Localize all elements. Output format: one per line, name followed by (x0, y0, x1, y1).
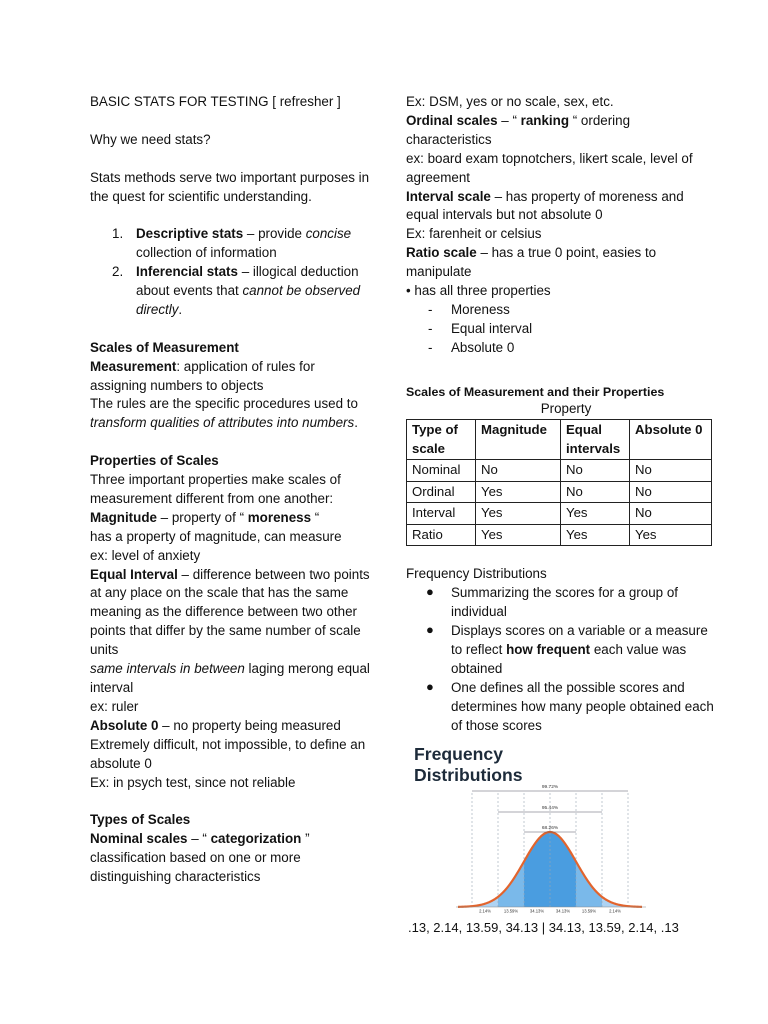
heading-text: Scales of Measurement (90, 339, 239, 355)
definition-text: – “ (497, 112, 521, 128)
list-number: 2. (112, 264, 124, 280)
ordinal-example: ex: board exam topnotchers, likert scale, level of agreement (406, 150, 693, 185)
term: Equal Interval (90, 566, 178, 582)
nominal-definition (90, 830, 375, 849)
list-item-text: Absolute 0 (451, 339, 515, 355)
emphasis: ranking (520, 112, 570, 128)
table-cell: Yes (561, 524, 630, 546)
magnitude-line: has a property of magnitude, can measure (90, 528, 342, 544)
types-heading (90, 811, 375, 830)
definition-text: – no property being measured (158, 717, 341, 733)
definition-text: – property of “ (156, 509, 248, 525)
bracket-label: 68.26% (541, 826, 559, 832)
equal-interval-note (90, 660, 375, 698)
why-question: Why we need stats? (90, 131, 211, 147)
equal-interval-example: ex: ruler (90, 698, 139, 714)
table-cell: No (630, 503, 712, 525)
term: Descriptive stats (136, 226, 244, 242)
ratio-bullet: • has all three properties (406, 283, 551, 299)
table-cell: Nominal (407, 460, 476, 482)
definition-text: – has property of moreness and equal intervals but not absolute 0 (406, 188, 684, 223)
bracket-label: 95.44% (541, 806, 559, 812)
nominal-example: Ex: DSM, yes or no scale, sex, etc. (406, 94, 614, 109)
bullet-text: Summarizing the scores for a group of individual (451, 585, 679, 620)
definition-text: – difference between two points at any place on the scale that has the same meaning as the difference between two other points that differ by the same number of scale units (90, 566, 370, 658)
definition-text: – “ (187, 831, 211, 847)
magnitude-definition (90, 509, 375, 528)
definition-text: ” (301, 831, 310, 847)
list-item: ● Summarizing the scores for a group of individual (426, 584, 679, 620)
definition-text: : application of rules for assigning numbers to objects (90, 358, 315, 393)
intro-paragraph: Stats methods serve two important purposes in the quest for scientific understanding. (90, 169, 370, 204)
emphasis: moreness (247, 509, 312, 525)
figure-caption: .13, 2.14, 13.59, 34.13 | 34.13, 13.59, 2.14, .13 (408, 920, 679, 936)
table-property-label: Property (540, 401, 592, 417)
definition-text: “ ordering characteristics (406, 112, 631, 147)
interval-definition (406, 188, 716, 226)
table-row (407, 481, 712, 503)
ratio-properties-list (406, 301, 716, 358)
table-cell: No (630, 460, 712, 482)
stats-purpose-list (90, 225, 375, 320)
table-cell: Ordinal (407, 481, 476, 503)
heading-text: Types of Scales (90, 812, 191, 828)
properties-intro: Three important properties make scales of measurement different from one another: (90, 472, 341, 506)
term: Ratio scale (406, 245, 477, 261)
definition-text: collection of information (136, 245, 277, 261)
heading-text: Properties of Scales (90, 453, 219, 469)
rules-paragraph (90, 395, 375, 433)
term: Measurement (90, 358, 177, 374)
segment-label: 34.13% (555, 908, 571, 914)
equal-interval-definition (90, 566, 375, 661)
column-header: Equal intervals (561, 420, 630, 460)
column-header: Magnitude (476, 420, 561, 460)
table-cell: Interval (407, 503, 476, 525)
table-cell: Yes (476, 524, 561, 546)
definition-text: – illogical deduction about events that (136, 264, 359, 299)
emphasis: categorization (210, 831, 302, 847)
rules-text: The rules are the specific procedures used to (90, 396, 358, 412)
segment-label: 34.13% (529, 908, 545, 914)
table-title: Scales of Measurement and their Properties (406, 384, 665, 399)
emphasis: same intervals in between (90, 661, 245, 677)
emphasis: cannot be observed directly (136, 283, 361, 317)
figure-title-line: Frequency (414, 744, 503, 765)
table-row (407, 524, 712, 546)
table-row (407, 460, 712, 482)
list-item (90, 263, 375, 320)
term: Nominal scales (90, 831, 188, 847)
table-cell: No (476, 460, 561, 482)
definition-text: – has a true 0 point, easies to manipulate (406, 245, 657, 280)
table-cell: Yes (476, 503, 561, 525)
absolute-zero-example: Ex: in psych test, since not reliable (90, 774, 296, 790)
bullet-text: Displays scores on a variable or a measure to reflect (451, 623, 708, 657)
segment-label: 2.14% (479, 908, 491, 914)
emphasis: transform qualities of attributes into numbers (90, 415, 355, 431)
list-item: ● One defines all the possible scores and determines how many people obtained each of those scores (426, 678, 714, 733)
figure-title-line: Distributions (414, 765, 523, 786)
properties-table (406, 419, 712, 546)
absolute-zero-definition (90, 717, 375, 736)
table-cell: Yes (561, 503, 630, 525)
interval-example: Ex: farenheit or celsius (406, 226, 542, 242)
bracket-label: 99.72% (541, 785, 559, 791)
list-item: - Moreness (428, 301, 510, 317)
segment-label: 13.59% (581, 908, 597, 914)
table-cell: No (630, 481, 712, 503)
bell-curve-graphic (406, 741, 676, 913)
bullet-text: One defines all the possible scores and determines how many people obtained each of those scores (451, 679, 714, 733)
definition-text: “ (311, 509, 320, 525)
term: Magnitude (90, 509, 157, 525)
left-column (90, 93, 375, 887)
segment-label: 2.14% (609, 908, 621, 914)
normal-distribution-figure (406, 741, 676, 913)
definition-text: . (178, 301, 183, 317)
ordinal-definition (406, 112, 716, 150)
column-header: Absolute 0 (630, 420, 712, 460)
table-cell: Yes (476, 481, 561, 503)
segment-label: 13.59% (503, 908, 519, 914)
table-cell: Ratio (407, 524, 476, 546)
list-item: - Absolute 0 (428, 339, 515, 355)
term: Interval scale (406, 188, 491, 204)
term: Ordinal scales (406, 112, 498, 128)
bullet-text: each value was obtained (451, 641, 687, 676)
term: Absolute 0 (90, 717, 159, 733)
table-header-row (407, 420, 712, 460)
frequency-bullet-list (406, 584, 716, 735)
measurement-definition (90, 358, 375, 396)
list-item: ● Displays scores on a variable or a measure to reflect how frequent each value was obtained (426, 622, 708, 676)
list-item-text: Moreness (451, 301, 510, 317)
absolute-zero-note: Extremely difficult, not impossible, to define an absolute 0 (90, 736, 366, 771)
frequency-heading: Frequency Distributions (406, 566, 547, 582)
properties-heading (90, 452, 375, 471)
ratio-definition (406, 244, 716, 282)
list-item-text: Equal interval (451, 320, 533, 336)
list-item: - Equal interval (428, 320, 533, 336)
column-header: Type of scale (407, 420, 476, 460)
scales-heading (90, 339, 375, 358)
emphasis: how frequent (506, 641, 591, 657)
table-cell: Yes (630, 524, 712, 546)
rules-text: . (354, 415, 358, 431)
list-item (90, 225, 375, 263)
emphasis: concise (305, 226, 352, 242)
doc-title: BASIC STATS FOR TESTING [ refresher ] (90, 94, 341, 109)
table-cell: No (561, 460, 630, 482)
term: Inferencial stats (136, 264, 238, 280)
table-cell: No (561, 481, 630, 503)
table-row (407, 503, 712, 525)
right-column (406, 93, 716, 938)
note-text: laging merong equal interval (90, 661, 370, 696)
nominal-description: classification based on one or more distinguishing characteristics (90, 850, 301, 885)
definition-text: – provide (243, 226, 306, 242)
list-number: 1. (112, 226, 124, 242)
magnitude-example: ex: level of anxiety (90, 547, 201, 563)
